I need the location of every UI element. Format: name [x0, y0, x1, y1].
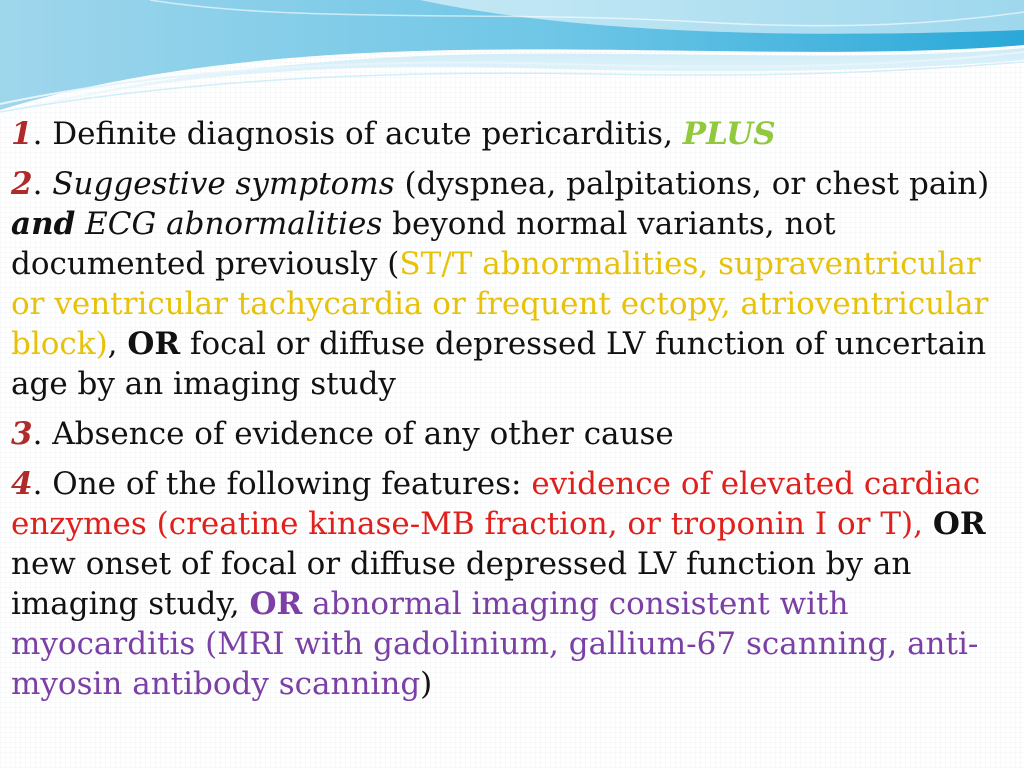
criterion-text: . Absence of evidence of any other cause — [32, 416, 674, 452]
criterion-text: . One of the following features: — [32, 466, 532, 502]
plus-keyword: PLUS — [682, 116, 776, 152]
cardiac-enzymes-text: evidence of elevated cardiac enzymes (creatine kinase-MB fraction, or troponin I or T), — [11, 466, 981, 542]
criterion-text: new onset of focal or diffuse depressed LV function by an imaging study, — [11, 546, 912, 622]
or-keyword: OR — [127, 326, 181, 362]
criterion-text: . — [32, 166, 53, 202]
ecg-abnormalities-phrase: ECG abnormalities — [85, 206, 383, 242]
criterion-text — [923, 506, 933, 542]
criterion-text: beyond normal variants, not documented previously ( — [11, 206, 836, 282]
suggestive-symptoms-phrase: Suggestive symptoms — [52, 166, 395, 202]
criterion-number: 1 — [11, 116, 33, 152]
imaging-text: abnormal imaging consistent with myocarditis (MRI with gadolinium, gallium-67 scanning, anti-myosin antibody scanning — [11, 586, 979, 702]
or-keyword-purple: OR — [249, 586, 303, 622]
criterion-text: (dyspnea, palpitations, or chest pain) — [394, 166, 990, 202]
criterion-1 — [11, 114, 1011, 154]
criterion-text: . Definite diagnosis of acute pericarditis, — [32, 116, 683, 152]
criterion-text: focal or diffuse depressed LV function of uncertain age by an imaging study — [11, 326, 987, 402]
closing-paren: ) — [420, 666, 433, 702]
criterion-number: 2 — [11, 166, 33, 202]
criterion-number: 3 — [11, 416, 33, 452]
or-keyword: OR — [932, 506, 986, 542]
criterion-text: , — [107, 326, 128, 362]
and-keyword: and — [11, 206, 76, 242]
criterion-text — [75, 206, 85, 242]
criteria-list — [11, 114, 1011, 704]
criterion-3 — [11, 414, 1011, 454]
decorative-wave-banner — [0, 0, 1024, 130]
criterion-2 — [11, 164, 1011, 404]
criterion-number: 4 — [11, 466, 33, 502]
ecg-abnormalities-list: ST/T abnormalities, supraventricular or ventricular tachycardia or frequent ectopy, atrioventricular block) — [11, 246, 989, 362]
criterion-4 — [11, 464, 1011, 704]
